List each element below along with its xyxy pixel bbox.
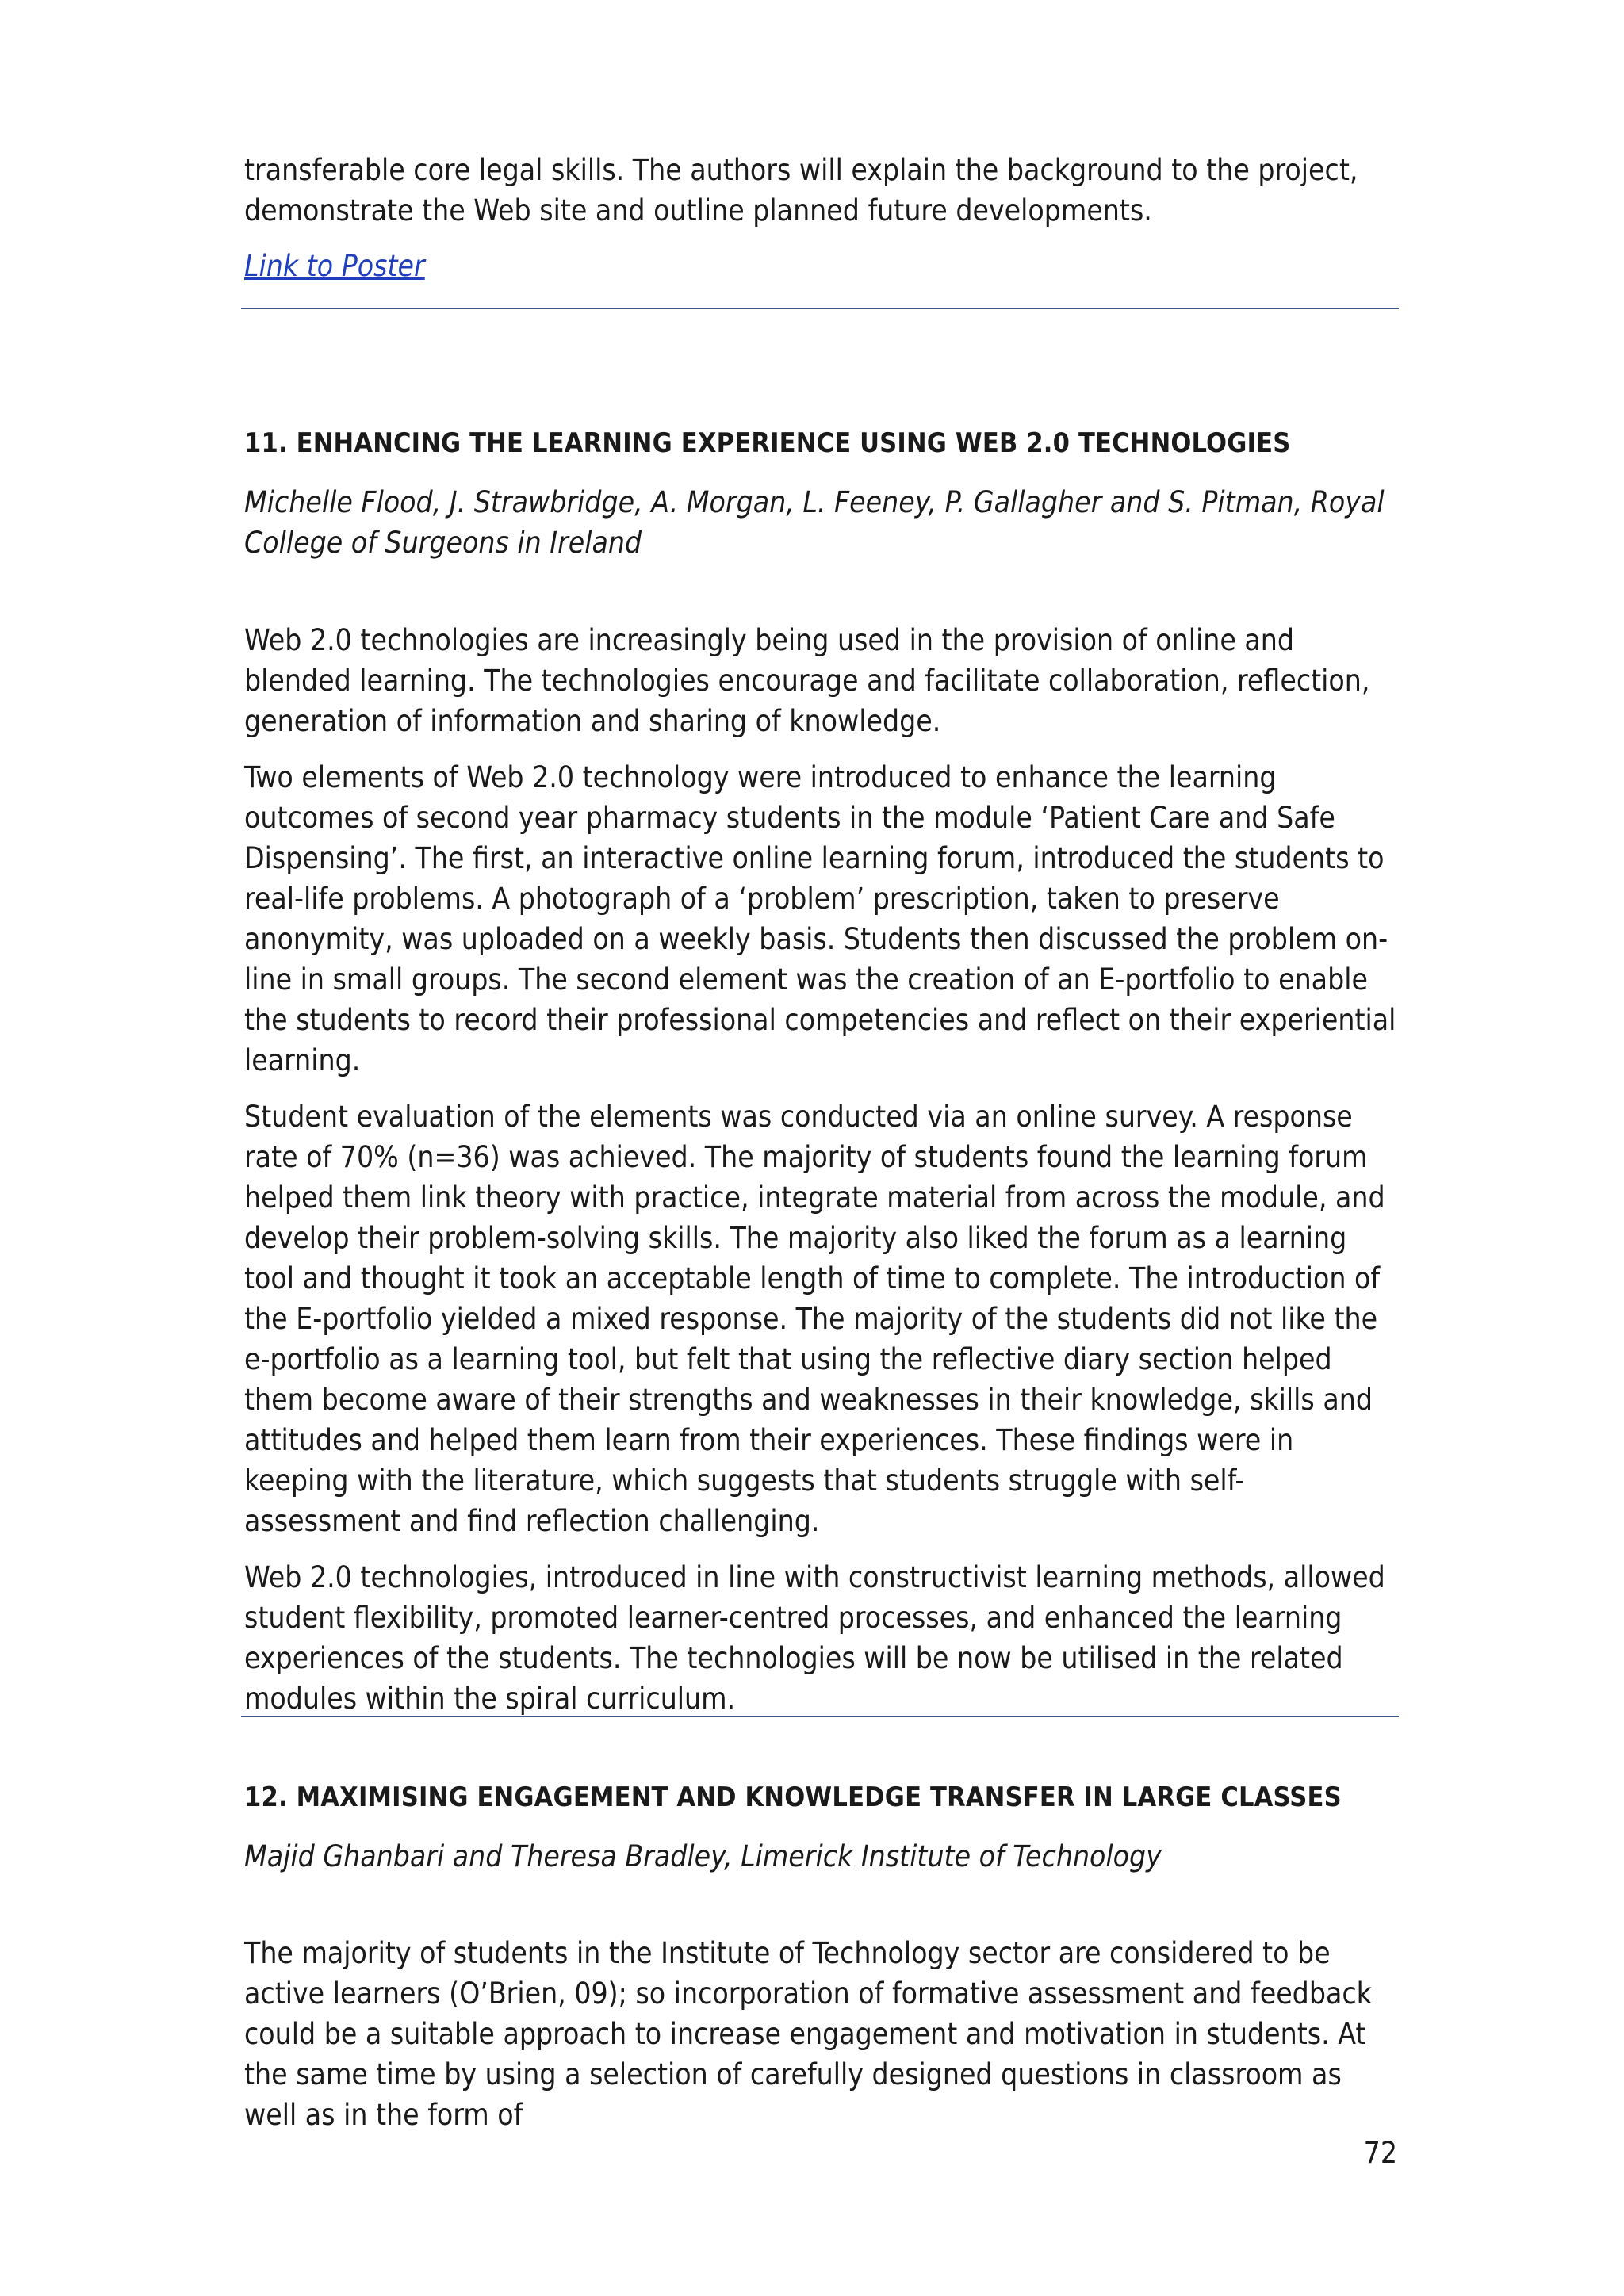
- section-divider-top: [241, 308, 1399, 309]
- section-11-body: [244, 620, 1397, 1735]
- section-11-authors: Michelle Flood, J. Strawbridge, A. Morgan, L. Feeney, P. Gallagher and S. Pitman, Royal College of Surgeons in Ireland: [244, 485, 1385, 560]
- section-11-paragraph-2: Two elements of Web 2.0 technology were introduced to enhance the learning outcomes of second year pharmacy students in the module ‘Patient Care and Safe Dispensing’. The first, an interactive online learning forum, introduced the students to real-life problems. A photograph of a ‘problem’ prescription, taken to preserve anonymity, was uploaded on a weekly basis. Students then discussed the problem on-line in small groups. The second element was the creation of an E-portfolio to enable the students to record their professional competencies and reflect on their experiential learning.: [244, 760, 1396, 1077]
- section-divider-middle: [241, 1716, 1399, 1717]
- section-12-body: [244, 1933, 1397, 2151]
- section-12-authors: Majid Ghanbari and Theresa Bradley, Limerick Institute of Technology: [244, 1839, 1162, 1873]
- intro-paragraph: transferable core legal skills. The authors will explain the background to the project, demonstrate the Web site and outline planned future developments.: [244, 153, 1358, 228]
- section-12-heading: 12. MAXIMISING ENGAGEMENT AND KNOWLEDGE TRANSFER IN LARGE CLASSES: [244, 1781, 1342, 1813]
- section-11-paragraph-3: Student evaluation of the elements was conducted via an online survey. A response rate of 70% (n=36) was achieved. The majority of students found the learning forum helped them link theory with practice, integrate material from across the module, and develop their problem-solving skills. The majority also liked the forum as a learning tool and thought it took an acceptable length of time to complete. The introduction of the E-portfolio yielded a mixed response. The majority of the students did not like the e-portfolio as a learning tool, but felt that using the reflective diary section helped them become aware of their strengths and weaknesses in their knowledge, skills and attitudes and helped them learn from their experiences. These findings were in keeping with the literature, which suggests that students struggle with self-assessment and find reflection challenging.: [244, 1100, 1385, 1538]
- section-11-paragraph-4: Web 2.0 technologies, introduced in line with constructivist learning methods, allowed student flexibility, promoted learner-centred processes, and enhanced the learning experiences of the students. The technologies will be now be utilised in the related modules within the spiral curriculum.: [244, 1560, 1385, 1716]
- section-12-paragraph-1: The majority of students in the Institute of Technology sector are considered to be active learners (O’Brien, 09); so incorporation of formative assessment and feedback could be a suitable approach to increase engagement and motivation in students. At the same time by using a selection of carefully designed questions in classroom as well as in the form of: [244, 1936, 1372, 2132]
- link-to-poster[interactable]: Link to Poster: [244, 249, 425, 283]
- page-number: 72: [1363, 2136, 1397, 2170]
- document-page: [244, 0, 1397, 2296]
- section-11-heading: 11. ENHANCING THE LEARNING EXPERIENCE USING WEB 2.0 TECHNOLOGIES: [244, 427, 1291, 459]
- section-11-paragraph-1: Web 2.0 technologies are increasingly being used in the provision of online and blended learning. The technologies encourage and facilitate collaboration, reflection, generation of information and sharing of knowledge.: [244, 623, 1370, 738]
